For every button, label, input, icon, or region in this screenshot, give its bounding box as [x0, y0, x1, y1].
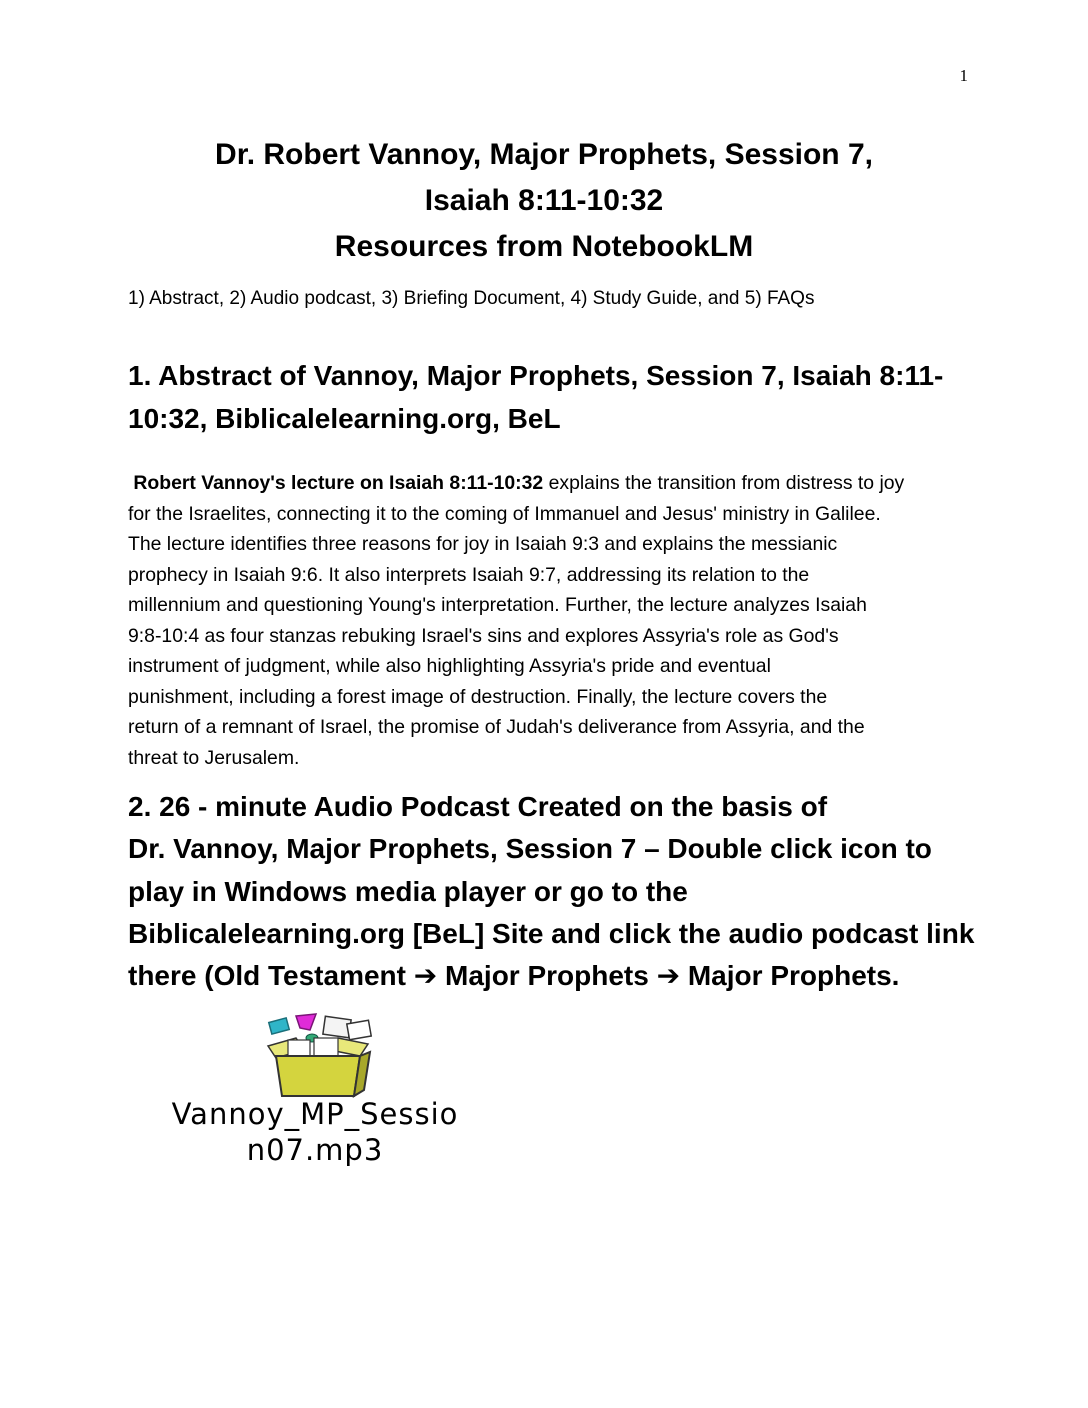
abstract-line: return of a remnant of Israel, the promise of Judah's deliverance from Assyria, and the: [128, 716, 865, 738]
page-number: 1: [959, 66, 968, 85]
filename-line-1: Vannoy_MP_Sessio: [171, 1097, 459, 1131]
section-2-line-4: Biblicalelearning.org [BeL] Site and click the audio podcast link: [128, 917, 975, 949]
breadcrumb-part-old-testament: there (Old Testament: [128, 960, 414, 992]
section-2-line-1: 2. 26 - minute Audio Podcast Created on the basis of: [128, 791, 828, 822]
abstract-line: instrument of judgment, while also highlighting Assyria's pride and eventual: [128, 655, 771, 677]
section-1-heading-line-2: 10:32, Biblicalelearning.org, BeL: [128, 403, 561, 434]
abstract-line: punishment, including a forest image of destruction. Finally, the lecture covers the: [128, 685, 828, 708]
filename-line-2: n07.mp3: [246, 1133, 384, 1167]
abstract-line: The lecture identifies three reasons for joy in Isaiah 9:3 and explains the messianic: [128, 533, 838, 555]
abstract-line: 9:8-10:4 as four stanzas rebuking Israel's sins and explores Assyria's role as God's: [128, 624, 839, 647]
title-line-1: Dr. Robert Vannoy, Major Prophets, Session 7,: [215, 138, 873, 171]
section-2-line-3: play in Windows media player or go to the: [128, 875, 688, 907]
section-1-heading: [128, 354, 968, 440]
section-2-heading: [128, 786, 975, 997]
section-2-line-5: [128, 955, 968, 997]
abstract-line: for the Israelites, connecting it to the coming of Immanuel and Jesus' ministry in Galilee.: [128, 502, 881, 525]
abstract-line: threat to Jerusalem.: [128, 746, 300, 769]
audio-file-name[interactable]: [130, 1096, 500, 1168]
contents-line: 1) Abstract, 2) Audio podcast, 3) Briefing Document, 4) Study Guide, and 5) FAQs: [128, 288, 815, 309]
title-line-2: Isaiah 8:11-10:32: [424, 184, 664, 217]
breadcrumb-part-major-prophets-end: Major Prophets.: [680, 960, 900, 992]
abstract-line-1-rest: explains the transition from distress to joy: [543, 472, 905, 494]
section-2-line-2: Dr. Vannoy, Major Prophets, Session 7 – Double click icon to: [128, 833, 932, 865]
audio-file-attachment[interactable]: [130, 1012, 500, 1172]
abstract-line: prophecy in Isaiah 9:6. It also interprets Isaiah 9:7, addressing its relation to the: [128, 563, 810, 586]
abstract-paragraph: [128, 468, 968, 773]
breadcrumb-part-major-prophets: Major Prophets: [437, 960, 657, 992]
abstract-line: millennium and questioning Young's interpretation. Further, the lecture analyzes Isaiah: [128, 594, 867, 616]
abstract-bold-lead: Robert Vannoy's lecture on Isaiah 8:11-10:32: [133, 472, 544, 494]
title-line-3: Resources from NotebookLM: [334, 230, 754, 263]
arrow-right-icon: ➔: [413, 960, 438, 992]
package-audio-icon[interactable]: [258, 1012, 378, 1098]
document-title: [0, 132, 1088, 270]
abstract-line: [128, 468, 968, 499]
arrow-right-icon: ➔: [656, 960, 681, 992]
section-1-heading-line-1: 1. Abstract of Vannoy, Major Prophets, Session 7, Isaiah 8:11-: [128, 360, 944, 391]
